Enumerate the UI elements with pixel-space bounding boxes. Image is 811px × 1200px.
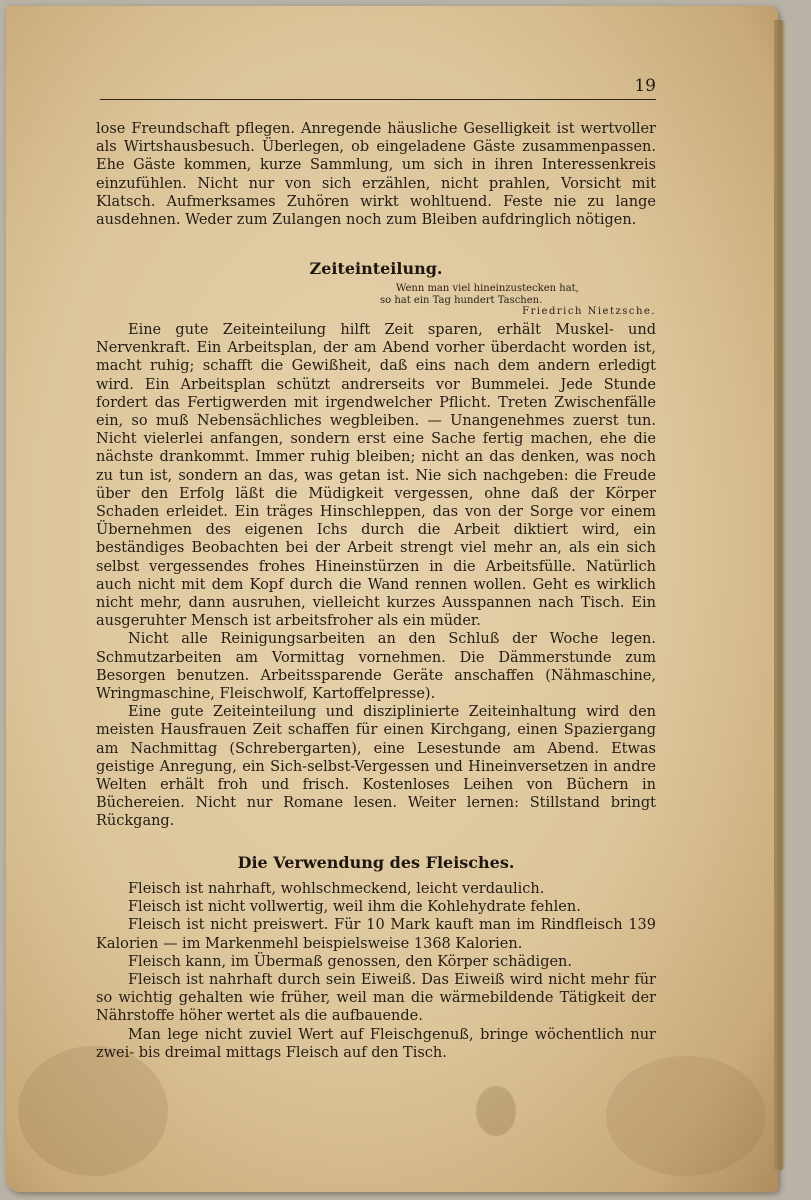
ink-stain bbox=[476, 1086, 516, 1136]
section-body-zeiteinteilung bbox=[96, 321, 656, 831]
paragraph: Fleisch ist nahrhaft durch sein Eiweiß. Das Eiweiß wird nicht mehr für so wichtig gehalten wie früher, weil man die wärmebildende Tätigkeit der Nährstoffe höher wertet als die aufbauende. bbox=[96, 972, 656, 1025]
paragraph: Fleisch ist nahrhaft, wohlschmeckend, leicht verdaulich. bbox=[128, 881, 545, 897]
epigraph-line: so hat ein Tag hundert Taschen. bbox=[380, 294, 543, 306]
page-number: 19 bbox=[634, 76, 656, 96]
epigraph bbox=[380, 283, 656, 318]
paragraph: Fleisch ist nicht vollwertig, weil ihm die Kohlehydrate fehlen. bbox=[128, 899, 581, 916]
section-heading-fleisch: Die Verwendung des Fleisches. bbox=[237, 853, 515, 872]
section-heading-zeiteinteilung: Zeiteinteilung. bbox=[309, 259, 443, 278]
age-stain bbox=[606, 1056, 766, 1176]
paragraph: Fleisch ist nicht preiswert. Für 10 Mark kauft man im Rindfleisch 139 Kalorien — im Markenmehl beispielsweise 1368 Kalorien. bbox=[96, 917, 656, 952]
paragraph: Eine gute Zeiteinteilung hilft Zeit sparen, erhält Muskel- und Nervenkraft. Ein Arbeitsplan, der am Abend vorher überdacht worden ist, macht ruhig; schafft die Gewißheit, daß eins nach dem andern erledigt wird. Ein Arbeitsplan schützt andrerseits vor Bummelei. Jede Stunde fordert das Fertigwerden mit irgendwelcher Pflicht. Treten Zwischenfälle ein, so muß Nebensächliches wegbleiben. — Unangenehmes zuerst tun. Nicht vielerlei anfangen, sondern erst eine Sache fertig machen, ehe die nächste drankommt. Immer ruhig bleiben; nicht an das denken, was noch zu tun ist, sondern an das, was getan ist. Nie sich nachgeben: die Freude über den Erfolg läßt die Müdigkeit vergessen, ohne daß der Körper Schaden erleidet. Ein träges Hinschleppen, das von der Sorge vor einem Übernehmen des eigenen Ichs durch die Arbeit diktiert wird, ein beständiges Beobachten bei der Arbeit strengt viel mehr an, als ein sich selbst vergessendes frohes Hineinstürzen in die Arbeitsfülle. Natürlich auch nicht mit dem Kopf durch die Wand rennen wollen. Geht es wirklich nicht mehr, dann ausruhen, vielleicht kurzes Ausspannen nach Tisch. Ein ausgeruhter Mensch ist arbeitsfroher als ein müder. bbox=[96, 322, 656, 630]
header-rule bbox=[100, 99, 656, 100]
paragraph: Eine gute Zeiteinteilung und disziplinierte Zeiteinhaltung wird den meisten Hausfrauen Zeit schaffen für einen Kirchgang, einen Spaziergang am Nachmittag (Schrebergarten), eine Lesestunde am Abend. Etwas geistige Anregung, ein Sich-selbst-Vergessen und Hineinversetzen in andre Welten erhält froh und frisch. Kostenloses Leihen von Büchern in Büchereien. Nicht nur Romane lesen. Weiter lernen: Stillstand bringt Rückgang. bbox=[96, 704, 656, 830]
page-edge bbox=[774, 20, 786, 1170]
epigraph-author: Friedrich Nietzsche. bbox=[522, 306, 656, 317]
paragraph: Man lege nicht zuviel Wert auf Fleischgenuß, bringe wöchentlich nur zwei- bis dreimal mittags Fleisch auf den Tisch. bbox=[96, 1026, 656, 1061]
paragraph: Nicht alle Reinigungsarbeiten an den Schluß der Woche legen. Schmutzarbeiten am Vormittag vornehmen. Die Dämmerstunde zum Besorgen benutzen. Arbeitssparende Geräte anschaffen (Nähmaschine, Wringmaschine, Fleischwolf, Kartoffelpresse). bbox=[96, 631, 656, 703]
epigraph-line: Wenn man viel hineinzustecken hat, bbox=[396, 283, 579, 294]
age-stain bbox=[18, 1046, 168, 1176]
section-body-fleisch bbox=[96, 880, 656, 1062]
paragraph: lose Freundschaft pflegen. Anregende häusliche Geselligkeit ist wertvoller als Wirtshausbesuch. Überlegen, ob eingeladene Gäste zusammenpassen. Ehe Gäste kommen, kurze Sammlung, um sich in ihren Interessenkreis einzufühlen. Nicht nur von sich erzählen, nicht prahlen, Vorsicht mit Klatsch. Aufmerksames Zuhören wirkt wohltuend. Feste nie zu lange ausdehnen. Weder zum Zulangen noch zum Bleiben aufdringlich nötigen. bbox=[96, 121, 656, 229]
intro-paragraph bbox=[96, 120, 656, 229]
paragraph: Fleisch kann, im Übermaß genossen, den Körper schädigen. bbox=[128, 953, 572, 970]
